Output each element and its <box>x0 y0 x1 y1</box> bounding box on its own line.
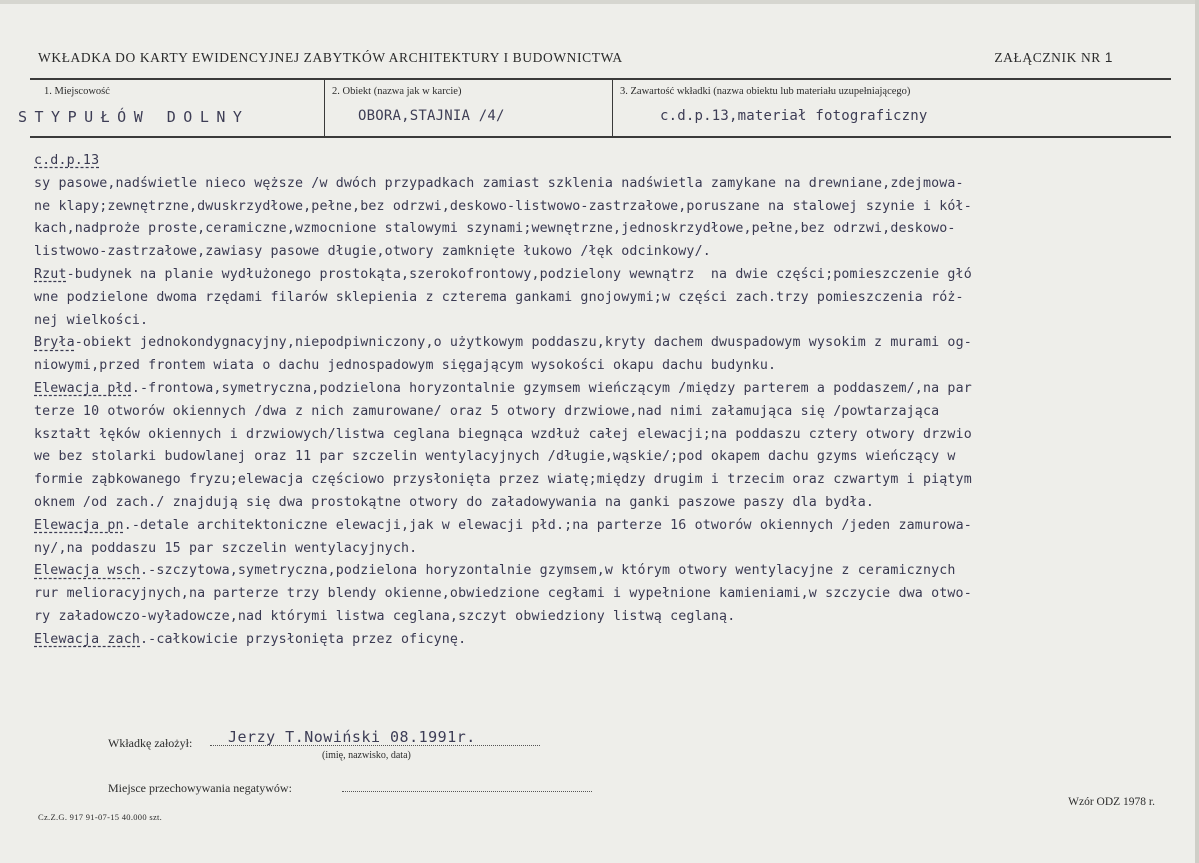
text-span: .-szczytowa,symetryczna,podzielona horyzontalnie gzymsem,w którym otwory wentylacyjne z ceramicznych <box>140 563 956 579</box>
text-line: kształt łęków okiennych i drzwiowych/listwa ceglana biegnąca wzdłuż całej elewacji;na poddaszu cztery otwory drzwio <box>34 426 972 442</box>
annex-text: ZAŁĄCZNIK NR <box>994 50 1101 65</box>
text-line <box>34 560 1179 583</box>
text-span: .-całkowicie przysłonięta przez oficynę. <box>140 631 467 647</box>
text-line: formie ząbkowanego fryzu;elewacja częściowo przysłonięta przez wiatę;między drugim i trzecim oraz czwartym i piątym <box>34 472 972 488</box>
text-line: nej wielkości. <box>34 312 149 328</box>
text-line <box>34 264 1179 287</box>
negatives-label: Miejsce przechowywania negatywów: <box>108 781 292 795</box>
text-line: sy pasowe,nadświetle nieco węższe /w dwóch przypadkach zamiast szklenia nadświetla zamykane na drewniane,zdejmowa- <box>34 175 964 191</box>
text-line: terze 10 otworów okiennych /dwa z nich zamurowane/ oraz 5 otwory drzwiowe,nad nimi załamująca się /powtarzająca <box>34 403 940 419</box>
object-label: 2. Obiekt (nazwa jak w karcie) <box>332 86 462 97</box>
text-span: .-detale architektoniczne elewacji,jak w elewacji płd.;na parterze 16 otworów okiennych /jeden zamurowa- <box>123 517 972 533</box>
text-line <box>34 150 1179 173</box>
text-span: .-frontowa,symetryczna,podzielona horyzontalnie gzymsem wieńczącym /między parterem a poddaszem/,na par <box>131 380 972 396</box>
section-term-elewacja-pn: Elewacja pn <box>34 517 124 533</box>
place-label: 1. Miejscowość <box>44 86 110 97</box>
section-term-elewacja-zach: Elewacja zach <box>34 631 141 647</box>
text-line: we bez stolarki budowlanej oraz 11 par szczelin wentylacyjnych /długie,wąskie/;pod okapem dachu gzyms wieńczący w <box>34 449 956 465</box>
text-line: rur melioracyjnych,na parterze trzy blendy okienne,obwiedzione cegłami i wypełnione kamieniami,w szczycie dwa otwo- <box>34 586 972 602</box>
print-code: Cz.Z.G. 917 91-07-15 40.000 szt. <box>38 812 163 822</box>
scan-edge-right <box>1195 0 1199 863</box>
text-line <box>34 378 1179 401</box>
section-term-elewacja-pld: Elewacja płd <box>34 380 132 396</box>
section-term-bryla: Bryła <box>34 335 75 351</box>
annex-number: 1 <box>1104 50 1113 65</box>
section-term-elewacja-wsch: Elewacja wsch <box>34 563 141 579</box>
scan-edge-top <box>0 0 1199 4</box>
text-line: ny/,na poddaszu 15 par szczelin wentylacyjnych. <box>34 540 418 556</box>
header-rule <box>30 78 1171 80</box>
text-span: -budynek na planie wydłużonego prostokąta,szerokofrontowy,podzielony wewnątrz na dwie części;pomieszczenie głó <box>66 266 972 282</box>
founder-value: Jerzy T.Nowiński 08.1991r. <box>228 728 476 746</box>
text-span: -obiekt jednokondygnacyjny,niepodpiwniczony,o użytkowym poddaszu,kryty dachem dwuspadowym wysokim z murami og- <box>74 335 972 351</box>
continuation-ref: c.d.p.13 <box>34 153 100 168</box>
text-line: listwowo-zastrzałowe,zawiasy pasowe długie,otwory zamknięte łukowo /łęk odcinkowy/. <box>34 244 711 260</box>
form-title: WKŁADKA DO KARTY EWIDENCYJNEJ ZABYTKÓW ARCHITEKTURY I BUDOWNICTWA <box>38 50 623 65</box>
founder-label: Wkładkę założył: <box>108 736 193 750</box>
text-line: oknem /od zach./ znajdują się dwa prostokątne otwory do załadowywania na ganki paszowe paszy dla bydła. <box>34 494 875 510</box>
fields-rule <box>30 136 1171 138</box>
content-label: 3. Zawartość wkładki (nazwa obiektu lub materiału uzupełniającego) <box>620 86 911 97</box>
place-value: STYPUŁÓW DOLNY <box>18 108 250 126</box>
text-line: kach,nadproże proste,ceramiczne,wzmocnione stalowymi szynami;wewnętrzne,jednoskrzydłowe,pełne,bez odrzwi,deskowo- <box>34 221 956 237</box>
description-text <box>34 150 1179 652</box>
section-term-rzut: Rzut <box>34 266 67 282</box>
text-line: ne klapy;zewnętrzne,dwuskrzydłowe,pełne,bez odrzwi,deskowo-listwowo-zastrzałowe,poruszane na stalowej szynie i kół- <box>34 198 972 214</box>
form-pattern: Wzór ODZ 1978 r. <box>1068 796 1155 808</box>
founder-hint: (imię, nazwisko, data) <box>322 750 411 761</box>
content-value: c.d.p.13,materiał fotograficzny <box>660 108 928 124</box>
text-line: ry załadowczo-wyładowcze,nad którymi listwa ceglana,szczyt obwiedziony listwą ceglaną. <box>34 608 736 624</box>
column-divider-1 <box>324 80 325 136</box>
text-line <box>34 629 1179 652</box>
text-line <box>34 332 1179 355</box>
text-line: niowymi,przed frontem wiata o dachu jednospadowym sięgającym wysokości okapu dachu budynku. <box>34 358 777 374</box>
text-line: wne podzielone dwoma rzędami filarów sklepienia z czterema gankami gnojowymi;w części zach.trzy pomieszczenia róż- <box>34 289 964 305</box>
annex-label <box>994 50 1113 66</box>
negatives-dotted-line <box>342 791 592 792</box>
text-line <box>34 515 1179 538</box>
column-divider-2 <box>612 80 613 136</box>
object-value: OBORA,STAJNIA /4/ <box>358 108 505 124</box>
